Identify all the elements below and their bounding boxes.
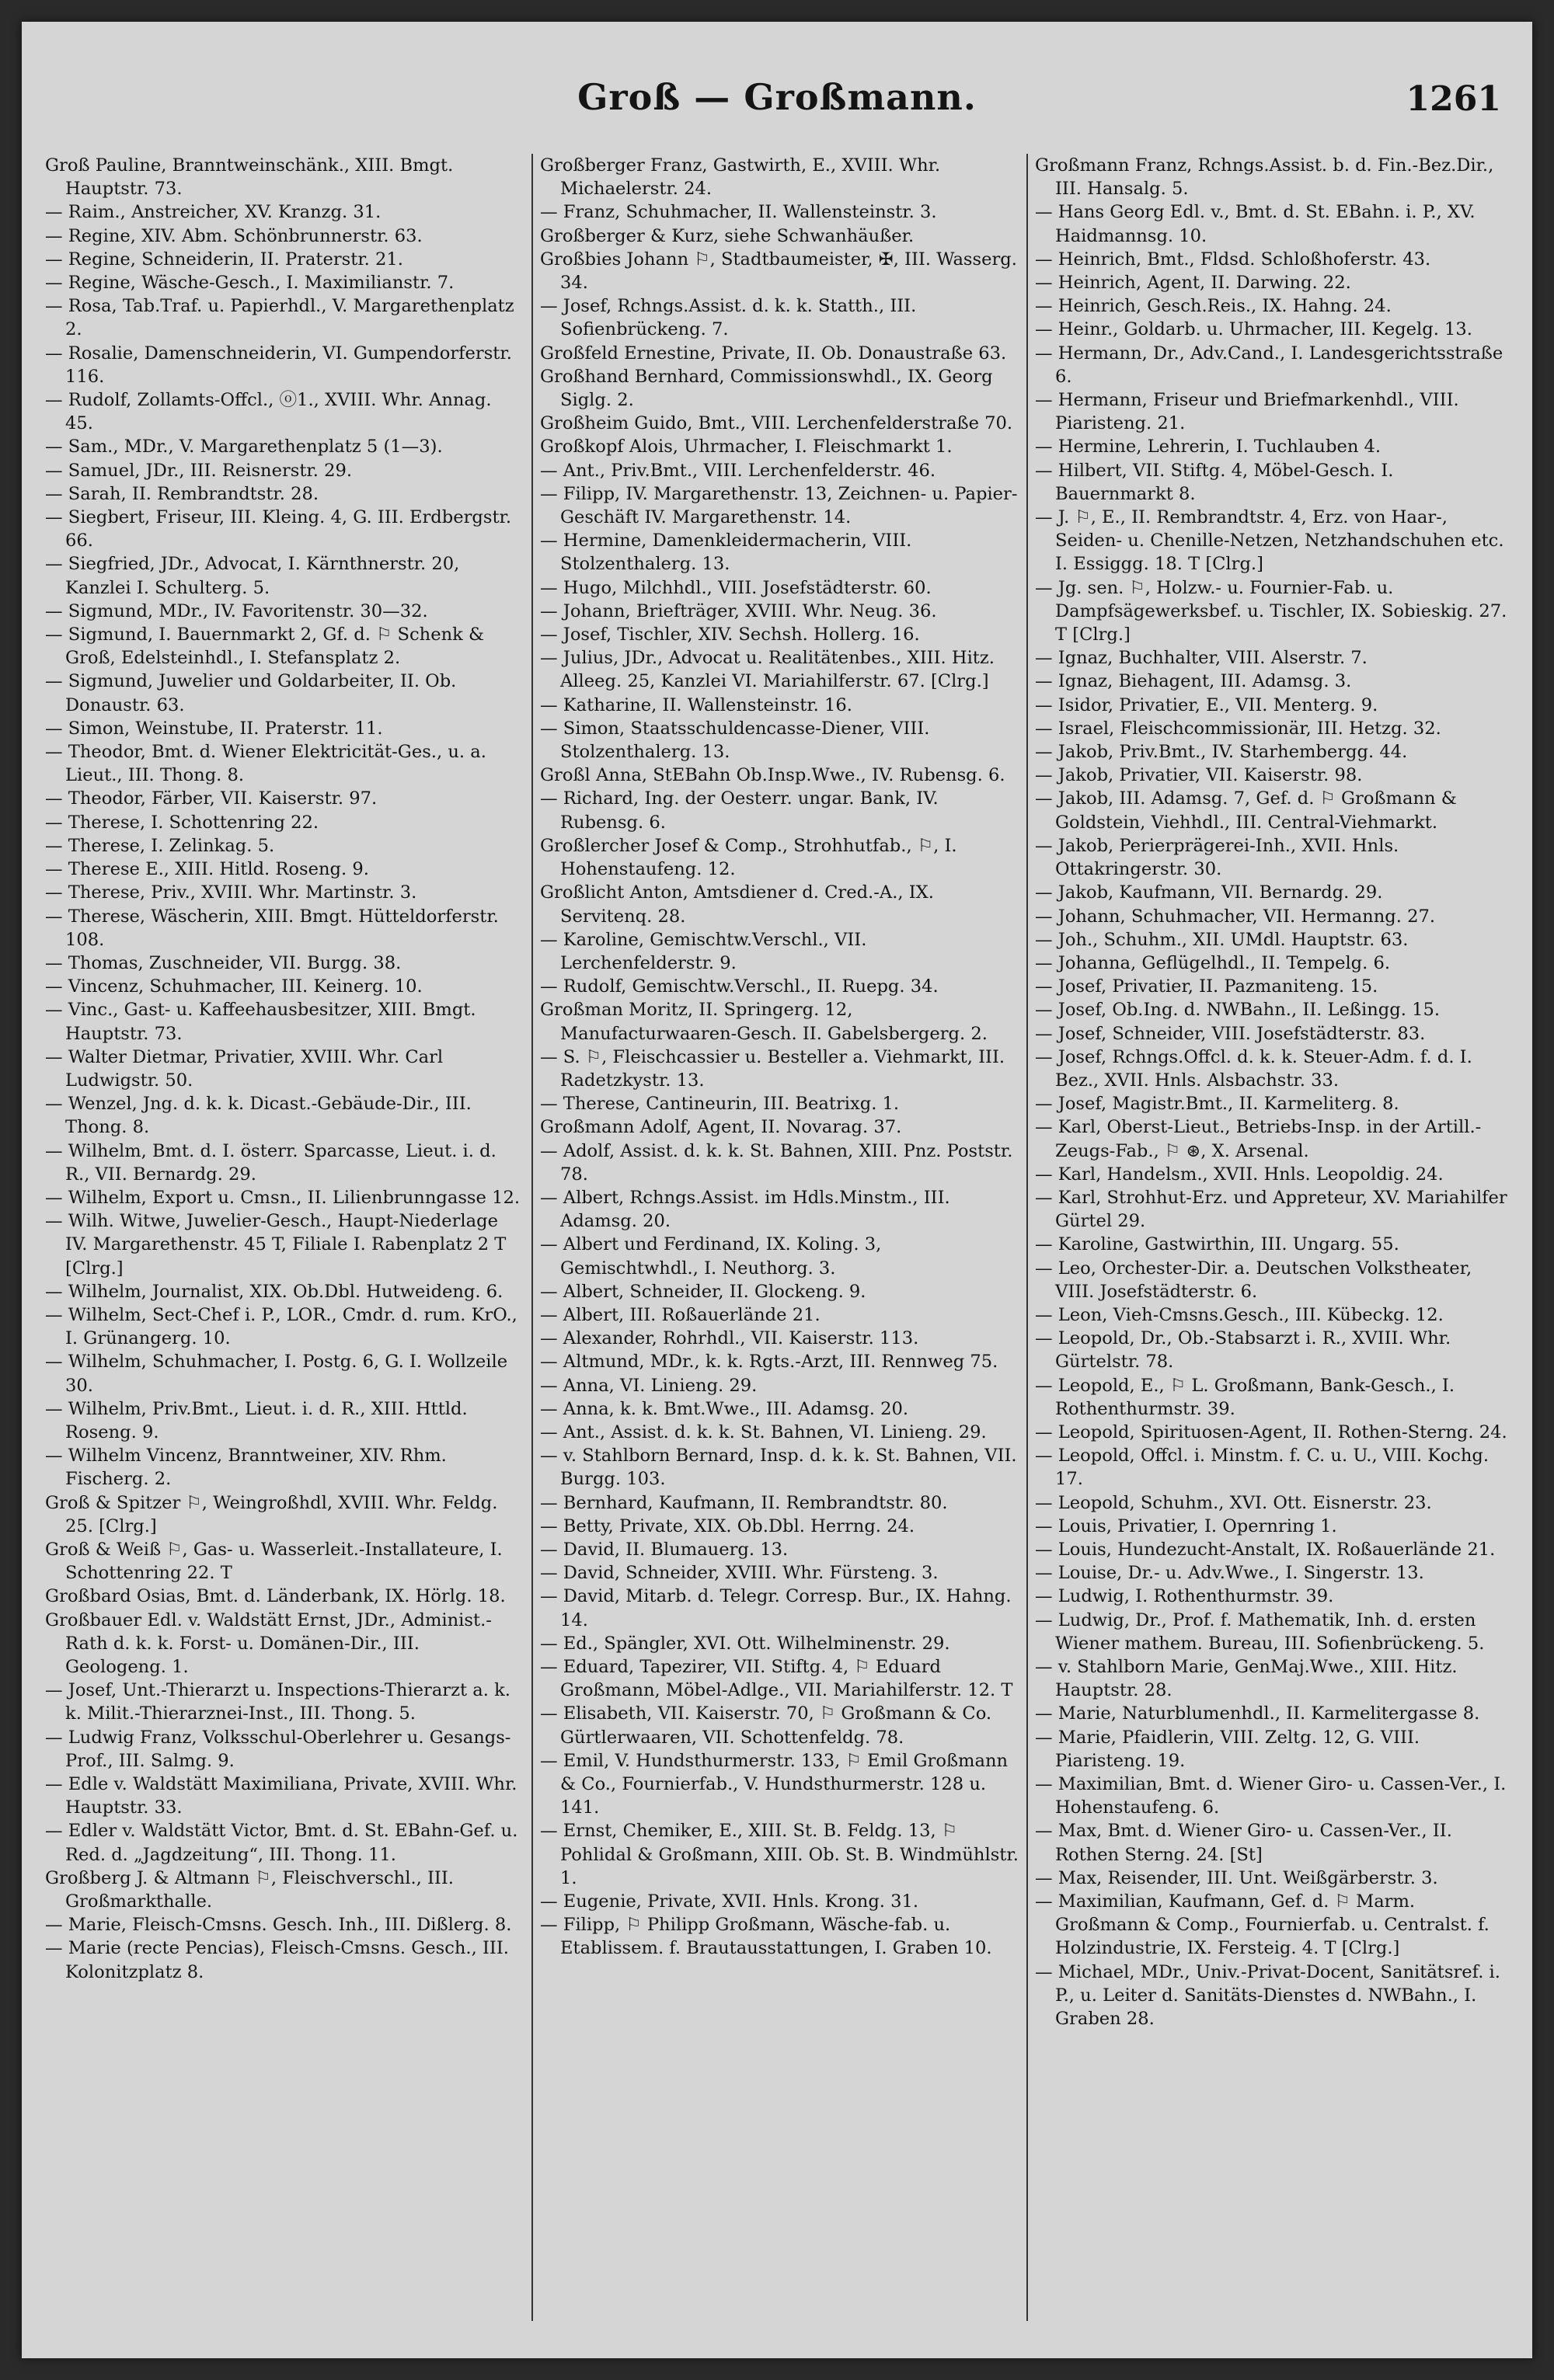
directory-entry: — Therese, I. Zelinkag. 5. xyxy=(45,835,275,856)
directory-entry: — Marie, Naturblumenhdl., II. Karmelitergasse 8. xyxy=(1035,1703,1480,1724)
directory-entry: — Samuel, JDr., III. Reisnerstr. 29. xyxy=(45,460,353,481)
directory-entry: — Hermann, Dr., Adv.Cand., I. Landesgerichtsstraße 6. xyxy=(1035,343,1503,387)
directory-entry: Großbauer Edl. v. Waldstätt Ernst, JDr., Administ.-Rath d. k. k. Forst- u. Domänen-Dir., III. Geologeng. 1. xyxy=(45,1609,492,1677)
directory-entry: — Simon, Staatsschuldencasse-Diener, VIII. Stolzenthalerg. 13. xyxy=(540,718,930,763)
directory-entry: — Jakob, Privatier, VII. Kaiserstr. 98. xyxy=(1035,765,1363,786)
directory-entry: — Josef, Tischler, XIV. Sechsh. Hollerg. 16. xyxy=(540,625,920,645)
directory-entry: — Heinrich, Agent, II. Darwing. 22. xyxy=(1035,273,1351,294)
page-header xyxy=(22,76,1532,138)
directory-entry: — Josef, Privatier, II. Pazmaniteng. 15. xyxy=(1035,976,1378,997)
directory-entry: — v. Stahlborn Bernard, Insp. d. k. k. St. Bahnen, VII. Burgg. 103. xyxy=(540,1446,1017,1490)
directory-entry: — Maximilian, Bmt. d. Wiener Giro- u. Cassen-Ver., I. Hohenstaufeng. 6. xyxy=(1035,1774,1507,1818)
directory-entry: — Therese, Cantineurin, III. Beatrixg. 1. xyxy=(540,1094,900,1115)
directory-entry: — Hilbert, VII. Stiftg. 4, Möbel-Gesch. I. Bauernmarkt 8. xyxy=(1035,460,1394,504)
directory-entry: — Franz, Schuhmacher, II. Wallensteinstr. 3. xyxy=(540,202,937,223)
directory-entry: — Hermine, Damenkleidermacherin, VIII. Stolzenthalerg. 13. xyxy=(540,531,912,575)
directory-entry: — Wilhelm, Bmt. d. I. österr. Sparcasse, Lieut. i. d. R., VII. Bernardg. 29. xyxy=(45,1140,497,1185)
directory-entry: — Louis, Hundezucht-Anstalt, IX. Roßauerlände 21. xyxy=(1035,1539,1496,1560)
directory-entry: — Rosalie, Damenschneiderin, VI. Gumpendorferstr. 116. xyxy=(45,343,512,387)
directory-entry: — Filipp, IV. Margarethenstr. 13, Zeichnen- u. Papier-Geschäft IV. Margarethenstr. 14. xyxy=(540,483,1018,528)
directory-entry: — Therese, Wäscherin, XIII. Bmgt. Hütteldorferstr. 108. xyxy=(45,906,499,950)
directory-entry: — Hermine, Lehrerin, I. Tuchlauben 4. xyxy=(1035,437,1382,458)
directory-entry: — Theodor, Färber, VII. Kaiserstr. 97. xyxy=(45,788,378,809)
directory-entry: — Ernst, Chemiker, E., XIII. St. B. Feldg. 13, ⚐ Pohlidal & Großmann, XIII. Ob. St. B. Windmühlstr. 1. xyxy=(540,1821,1019,1888)
directory-entry: — Josef, Unt.-Thierarzt u. Inspections-Thierarzt a. k. k. Milit.-Thierarznei-Inst., III. Thong. 5. xyxy=(45,1680,510,1724)
directory-entry: — David, II. Blumauerg. 13. xyxy=(540,1539,789,1560)
directory-entry: — Albert, Schneider, II. Glockeng. 9. xyxy=(540,1281,866,1302)
directory-entry: — Rudolf, Zollamts-Offcl., ⓞ1., XVIII. Whr. Annag. 45. xyxy=(45,390,492,434)
directory-entry: — v. Stahlborn Marie, GenMaj.Wwe., XIII. Hitz. Hauptstr. 28. xyxy=(1035,1657,1458,1701)
directory-entry: Großl Anna, StEBahn Ob.Insp.Wwe., IV. Rubensg. 6. xyxy=(540,765,1005,786)
directory-entry: — Ed., Spängler, XVI. Ott. Wilhelminenstr. 29. xyxy=(540,1633,950,1654)
directory-entry: — Leopold, Spirituosen-Agent, II. Rothen-Sterng. 24. xyxy=(1035,1421,1507,1442)
directory-entry: — Leopold, E., ⚐ L. Großmann, Bank-Gesch., I. Rothenthurmstr. 39. xyxy=(1035,1375,1455,1419)
directory-entry: — Josef, Schneider, VIII. Josefstädterstr. 83. xyxy=(1035,1023,1426,1044)
directory-entry: — Betty, Private, XIX. Ob.Dbl. Herrng. 24. xyxy=(540,1515,915,1536)
directory-entry: — Albert, III. Roßauerlände 21. xyxy=(540,1304,821,1325)
directory-entry: — Regine, XIV. Abm. Schönbrunnerstr. 63. xyxy=(45,225,423,246)
directory-entry: — Jakob, Kaufmann, VII. Bernardg. 29. xyxy=(1035,882,1383,903)
directory-entry: — Heinrich, Gesch.Reis., IX. Hahng. 24. xyxy=(1035,296,1392,317)
directory-entry: — Simon, Weinstube, II. Praterstr. 11. xyxy=(45,718,383,739)
directory-entry: Großman Moritz, II. Springerg. 12, Manufacturwaaren-Gesch. II. Gabelsbergerg. 2. xyxy=(540,1000,988,1044)
directory-entry: Großberger & Kurz, siehe Schwanhäußer. xyxy=(540,225,915,246)
directory-entry: — Jakob, III. Adamsg. 7, Gef. d. ⚐ Großmann & Goldstein, Viehhdl., III. Central-Viehmarkt. xyxy=(1035,788,1457,833)
directory-entry: — Regine, Wäsche-Gesch., I. Maximilianstr. 7. xyxy=(45,273,455,294)
directory-entry: — Max, Reisender, III. Unt. Weißgärberstr. 3. xyxy=(1035,1867,1438,1888)
directory-entry: — Karoline, Gemischtw.Verschl., VII. Lerchenfelderstr. 9. xyxy=(540,929,867,973)
directory-entry: — Heinrich, Bmt., Fldsd. Schloßhoferstr. 43. xyxy=(1035,249,1431,270)
directory-entry: Großheim Guido, Bmt., VIII. Lerchenfelderstraße 70. xyxy=(540,413,1013,434)
directory-entry: — Wilhelm, Priv.Bmt., Lieut. i. d. R., XIII. Httld. Roseng. 9. xyxy=(45,1398,468,1442)
directory-entry: — Louis, Privatier, I. Opernring 1. xyxy=(1035,1515,1337,1536)
directory-entry: — J. ⚐, E., II. Rembrandtstr. 4, Erz. von Haar-, Seiden- u. Chenille-Netzen, Netzhandschuhen etc. I. Essiggg. 18. T [Clrg.] xyxy=(1035,507,1504,575)
directory-entry: — Rosa, Tab.Traf. u. Papierhdl., V. Margarethenplatz 2. xyxy=(45,296,514,340)
column-3 xyxy=(1035,154,1514,2321)
directory-page xyxy=(22,22,1532,2358)
directory-entry: — Israel, Fleischcommissionär, III. Hetzg. 32. xyxy=(1035,718,1441,739)
directory-entry: — Filipp, ⚐ Philipp Großmann, Wäsche-fab. u. Etablissem. f. Brautausstattungen, I. Graben 10. xyxy=(540,1915,992,1959)
directory-entry: — Isidor, Privatier, E., VII. Menterg. 9. xyxy=(1035,694,1378,715)
directory-entry: — Wilhelm, Sect-Chef i. P., LOR., Cmdr. d. rum. KrO., I. Grünangerg. 10. xyxy=(45,1304,517,1349)
page-number: 1261 xyxy=(1406,79,1501,119)
directory-entry: — Ludwig Franz, Volksschul-Oberlehrer u. Gesangs-Prof., III. Salmg. 9. xyxy=(45,1727,511,1771)
directory-entry: — Edler v. Waldstätt Victor, Bmt. d. St. EBahn-Gef. u. Red. d. „Jagdzeitung“, III. Thong. 11. xyxy=(45,1821,518,1865)
directory-entry: — Walter Dietmar, Privatier, XVIII. Whr. Carl Ludwigstr. 50. xyxy=(45,1046,444,1091)
directory-entry: Großmann Adolf, Agent, II. Novarag. 37. xyxy=(540,1117,902,1138)
directory-entry: — Eugenie, Private, XVII. Hnls. Krong. 31. xyxy=(540,1891,919,1912)
directory-entry: — Marie, Pfaidlerin, VIII. Zeltg. 12, G. VIII. Piaristeng. 19. xyxy=(1035,1727,1420,1771)
directory-entry: — Jg. sen. ⚐, Holzw.- u. Fournier-Fab. u. Dampfsägewerksbef. u. Tischler, IX. Sobieskig. 27. T [Clrg.] xyxy=(1035,577,1507,645)
directory-entry: Groß & Weiß ⚐, Gas- u. Wasserleit.-Installateure, I. Schottenring 22. T xyxy=(45,1539,503,1584)
directory-entry: — Josef, Rchngs.Assist. d. k. k. Statth., III. Sofienbrückeng. 7. xyxy=(540,296,917,340)
directory-entry: — Alexander, Rohrhdl., VII. Kaiserstr. 113. xyxy=(540,1328,919,1349)
directory-entry: — Ignaz, Buchhalter, VIII. Alserstr. 7. xyxy=(1035,648,1368,669)
directory-entry: — Vinc., Gast- u. Kaffeehausbesitzer, XIII. Bmgt. Hauptstr. 73. xyxy=(45,1000,476,1044)
directory-entry: — Sarah, II. Rembrandtstr. 28. xyxy=(45,483,319,504)
column-1 xyxy=(45,154,524,2321)
directory-entry: Großkopf Alois, Uhrmacher, I. Fleischmarkt 1. xyxy=(540,437,953,458)
directory-entry: — Marie, Fleisch-Cmsns. Gesch. Inh., III. Dißlerg. 8. xyxy=(45,1915,512,1936)
directory-entry: Großfeld Ernestine, Private, II. Ob. Donaustraße 63. xyxy=(540,343,1007,364)
directory-entry: — Vincenz, Schuhmacher, III. Keinerg. 10. xyxy=(45,976,423,997)
directory-entry: Großmann Franz, Rchngs.Assist. b. d. Fin.-Bez.Dir., III. Hansalg. 5. xyxy=(1035,155,1494,200)
directory-entry: — Leopold, Schuhm., XVI. Ott. Eisnerstr. 23. xyxy=(1035,1492,1432,1513)
directory-entry: — Karl, Oberst-Lieut., Betriebs-Insp. in der Artill.-Zeugs-Fab., ⚐ ⊛, X. Arsenal. xyxy=(1035,1117,1482,1161)
directory-entry: — Wilh. Witwe, Juwelier-Gesch., Haupt-Niederlage IV. Margarethenstr. 45 T, Filiale I. Rabenplatz 2 T [Clrg.] xyxy=(45,1211,507,1279)
directory-entry: — Hermann, Friseur und Briefmarkenhdl., VIII. Piaristeng. 21. xyxy=(1035,390,1459,434)
directory-entry: — Thomas, Zuschneider, VII. Burgg. 38. xyxy=(45,952,402,973)
directory-entry: — Ludwig, I. Rothenthurmstr. 39. xyxy=(1035,1586,1334,1607)
running-title: Groß — Großmann. xyxy=(577,76,977,118)
directory-entry: Großbard Osias, Bmt. d. Länderbank, IX. Hörlg. 18. xyxy=(45,1586,506,1607)
directory-entry: — Wenzel, Jng. d. k. k. Dicast.-Gebäude-Dir., III. Thong. 8. xyxy=(45,1094,472,1138)
directory-entry: — Karl, Handelsm., XVII. Hnls. Leopoldig. 24. xyxy=(1035,1164,1444,1185)
directory-entry: — Altmund, MDr., k. k. Rgts.-Arzt, III. Rennweg 75. xyxy=(540,1352,998,1373)
directory-columns xyxy=(45,154,1514,2321)
directory-entry: — Joh., Schuhm., XII. UMdl. Hauptstr. 63. xyxy=(1035,929,1409,950)
directory-entry: — Emil, V. Hundsthurmerstr. 133, ⚐ Emil Großmann & Co., Fournierfab., V. Hundsthurmerstr. 128 u. 141. xyxy=(540,1750,1009,1818)
directory-entry: — Ant., Priv.Bmt., VIII. Lerchenfelderstr. 46. xyxy=(540,460,936,481)
directory-entry: Großbies Johann ⚐, Stadtbaumeister, ✠, III. Wasserg. 34. xyxy=(540,249,1017,294)
directory-entry: — Hugo, Milchhdl., VIII. Josefstädterstr. 60. xyxy=(540,577,932,598)
column-rule xyxy=(1026,154,1028,2321)
directory-entry: — S. ⚐, Fleischcassier u. Besteller a. Viehmarkt, III. Radetzkystr. 13. xyxy=(540,1046,1005,1091)
directory-entry: — Josef, Magistr.Bmt., II. Karmeliterg. 8. xyxy=(1035,1094,1399,1115)
directory-entry: — Johanna, Geflügelhdl., II. Tempelg. 6. xyxy=(1035,952,1391,973)
directory-entry: — Edle v. Waldstätt Maximiliana, Private, XVIII. Whr. Hauptstr. 33. xyxy=(45,1774,517,1818)
directory-entry: — Jakob, Priv.Bmt., IV. Starhembergg. 44. xyxy=(1035,742,1408,763)
directory-entry: Großlicht Anton, Amtsdiener d. Cred.-A., IX. Servitenq. 28. xyxy=(540,882,934,927)
directory-entry: — Maximilian, Kaufmann, Gef. d. ⚐ Marm. Großmann & Comp., Fournierfab. u. Centralst. f. Holzindustrie, IX. Fersteig. 4. T [Clrg.] xyxy=(1035,1891,1490,1959)
directory-entry: — Elisabeth, VII. Kaiserstr. 70, ⚐ Großmann & Co. Gürtlerwaaren, VII. Schottenfeldg. 78. xyxy=(540,1703,992,1748)
directory-entry: — Leon, Vieh-Cmsns.Gesch., III. Kübeckg. 12. xyxy=(1035,1304,1444,1325)
directory-entry: — David, Schneider, XVIII. Whr. Fürsteng. 3. xyxy=(540,1563,939,1584)
directory-entry: — Therese, I. Schottenring 22. xyxy=(45,812,319,833)
directory-entry: — Eduard, Tapezirer, VII. Stiftg. 4, ⚐ Eduard Großmann, Möbel-Adlge., VII. Mariahilferstr. 12. T xyxy=(540,1657,1013,1701)
directory-entry: — Ignaz, Biehagent, III. Adamsg. 3. xyxy=(1035,671,1352,692)
directory-entry: Großberg J. & Altmann ⚐, Fleischverschl., III. Großmarkthalle. xyxy=(45,1867,454,1912)
directory-entry: — Albert, Rchngs.Assist. im Hdls.Minstm., III. Adamsg. 20. xyxy=(540,1187,950,1232)
column-2 xyxy=(540,154,1019,2321)
directory-entry: — Rudolf, Gemischtw.Verschl., II. Ruepg. 34. xyxy=(540,976,939,997)
directory-entry: — Regine, Schneiderin, II. Praterstr. 21. xyxy=(45,249,403,270)
directory-entry: — Therese E., XIII. Hitld. Roseng. 9. xyxy=(45,859,369,880)
directory-entry: — Theodor, Bmt. d. Wiener Elektricität-Ges., u. a. Lieut., III. Thong. 8. xyxy=(45,742,486,786)
directory-entry: Groß Pauline, Branntweinschänk., XIII. Bmgt. Hauptstr. 73. xyxy=(45,155,454,200)
directory-entry: — Sigmund, Juwelier und Goldarbeiter, II. Ob. Donaustr. 63. xyxy=(45,671,457,715)
directory-entry: — Josef, Rchngs.Offcl. d. k. k. Steuer-Adm. f. d. I. Bez., XVII. Hnls. Alsbachstr. 33. xyxy=(1035,1046,1472,1091)
directory-entry: — Marie (recte Pencias), Fleisch-Cmsns. Gesch., III. Kolonitzplatz 8. xyxy=(45,1938,509,1982)
directory-entry: — Sigmund, MDr., IV. Favoritenstr. 30—32. xyxy=(45,600,428,621)
directory-entry: — Richard, Ing. der Oesterr. ungar. Bank, IV. Rubensg. 6. xyxy=(540,788,939,833)
directory-entry: — Sam., MDr., V. Margarethenplatz 5 (1—3). xyxy=(45,437,443,458)
directory-entry: — Hans Georg Edl. v., Bmt. d. St. EBahn. i. P., XV. Haidmannsg. 10. xyxy=(1035,202,1476,246)
directory-entry: — Wilhelm, Export u. Cmsn., II. Lilienbrunngasse 12. xyxy=(45,1187,521,1208)
directory-entry: — Heinr., Goldarb. u. Uhrmacher, III. Kegelg. 13. xyxy=(1035,319,1472,340)
directory-entry: — Jakob, Perierprägerei-Inh., XVII. Hnls. Ottakringerstr. 30. xyxy=(1035,835,1399,880)
directory-entry: — Ant., Assist. d. k. k. St. Bahnen, VI. Linieng. 29. xyxy=(540,1421,987,1442)
directory-entry: — Karl, Strohhut-Erz. und Appreteur, XV. Mariahilfer Gürtel 29. xyxy=(1035,1187,1507,1232)
directory-entry: — Wilhelm, Journalist, XIX. Ob.Dbl. Hutweideng. 6. xyxy=(45,1281,503,1302)
directory-entry: — Josef, Ob.Ing. d. NWBahn., II. Leßingg. 15. xyxy=(1035,1000,1441,1021)
directory-entry: Großlercher Josef & Comp., Strohhutfab., ⚐, I. Hohenstaufeng. 12. xyxy=(540,835,957,880)
directory-entry: — Katharine, II. Wallensteinstr. 16. xyxy=(540,694,852,715)
directory-entry: Groß & Spitzer ⚐, Weingroßhdl, XVIII. Whr. Feldg. 25. [Clrg.] xyxy=(45,1492,498,1536)
column-rule xyxy=(531,154,533,2321)
directory-entry: — Anna, VI. Linieng. 29. xyxy=(540,1375,758,1396)
directory-entry: — Johann, Briefträger, XVIII. Whr. Neug. 36. xyxy=(540,600,937,621)
directory-entry: — Leopold, Offcl. i. Minstm. f. C. u. U., VIII. Kochg. 17. xyxy=(1035,1446,1490,1490)
directory-entry: Großberger Franz, Gastwirth, E., XVIII. Whr. Michaelerstr. 24. xyxy=(540,155,941,200)
directory-entry: — Sigmund, I. Bauernmarkt 2, Gf. d. ⚐ Schenk & Groß, Edelsteinhdl., I. Stefansplatz 2. xyxy=(45,625,485,669)
directory-entry: — Siegbert, Friseur, III. Kleing. 4, G. III. Erdbergstr. 66. xyxy=(45,507,512,552)
directory-entry: — Julius, JDr., Advocat u. Realitätenbes., XIII. Hitz. Alleeg. 25, Kanzlei VI. Mariahilferstr. 67. [Clrg.] xyxy=(540,648,995,692)
directory-entry: — Leopold, Dr., Ob.-Stabsarzt i. R., XVIII. Whr. Gürtelstr. 78. xyxy=(1035,1328,1451,1373)
directory-entry: — Wilhelm Vincenz, Branntweiner, XIV. Rhm. Fischerg. 2. xyxy=(45,1446,447,1490)
directory-entry: — Leo, Orchester-Dir. a. Deutschen Volkstheater, VIII. Josefstädterstr. 6. xyxy=(1035,1258,1472,1302)
directory-entry: Großhand Bernhard, Commissionswhdl., IX. Georg Siglg. 2. xyxy=(540,366,993,411)
directory-entry: — Siegfried, JDr., Advocat, I. Kärnthnerstr. 20, Kanzlei I. Schulterg. 5. xyxy=(45,554,460,598)
directory-entry: — Wilhelm, Schuhmacher, I. Postg. 6, G. I. Wollzeile 30. xyxy=(45,1352,508,1396)
directory-entry: — Albert und Ferdinand, IX. Koling. 3, Gemischtwhdl., I. Neuthorg. 3. xyxy=(540,1234,882,1279)
directory-entry: — Adolf, Assist. d. k. k. St. Bahnen, XIII. Pnz. Poststr. 78. xyxy=(540,1140,1013,1185)
directory-entry: — Max, Bmt. d. Wiener Giro- u. Cassen-Ver., II. Rothen Sterng. 24. [St] xyxy=(1035,1821,1452,1865)
directory-entry: — David, Mitarb. d. Telegr. Corresp. Bur., IX. Hahng. 14. xyxy=(540,1586,1012,1630)
directory-entry: — Louise, Dr.- u. Adv.Wwe., I. Singerstr. 13. xyxy=(1035,1563,1424,1584)
directory-entry: — Ludwig, Dr., Prof. f. Mathematik, Inh. d. ersten Wiener mathem. Bureau, III. Sofienbrückeng. 5. xyxy=(1035,1609,1485,1654)
directory-entry: — Therese, Priv., XVIII. Whr. Martinstr. 3. xyxy=(45,882,417,903)
directory-entry: — Karoline, Gastwirthin, III. Ungarg. 55. xyxy=(1035,1234,1399,1255)
directory-entry: — Bernhard, Kaufmann, II. Rembrandtstr. 80. xyxy=(540,1492,948,1513)
directory-entry: — Michael, MDr., Univ.-Privat-Docent, Sanitätsref. i. P., u. Leiter d. Sanitäts-Dienstes d. NWBahn., I. Graben 28. xyxy=(1035,1961,1500,2030)
directory-entry: — Anna, k. k. Bmt.Wwe., III. Adamsg. 20. xyxy=(540,1398,909,1419)
directory-entry: — Johann, Schuhmacher, VII. Hermanng. 27. xyxy=(1035,906,1436,927)
directory-entry: — Raim., Anstreicher, XV. Kranzg. 31. xyxy=(45,202,382,223)
